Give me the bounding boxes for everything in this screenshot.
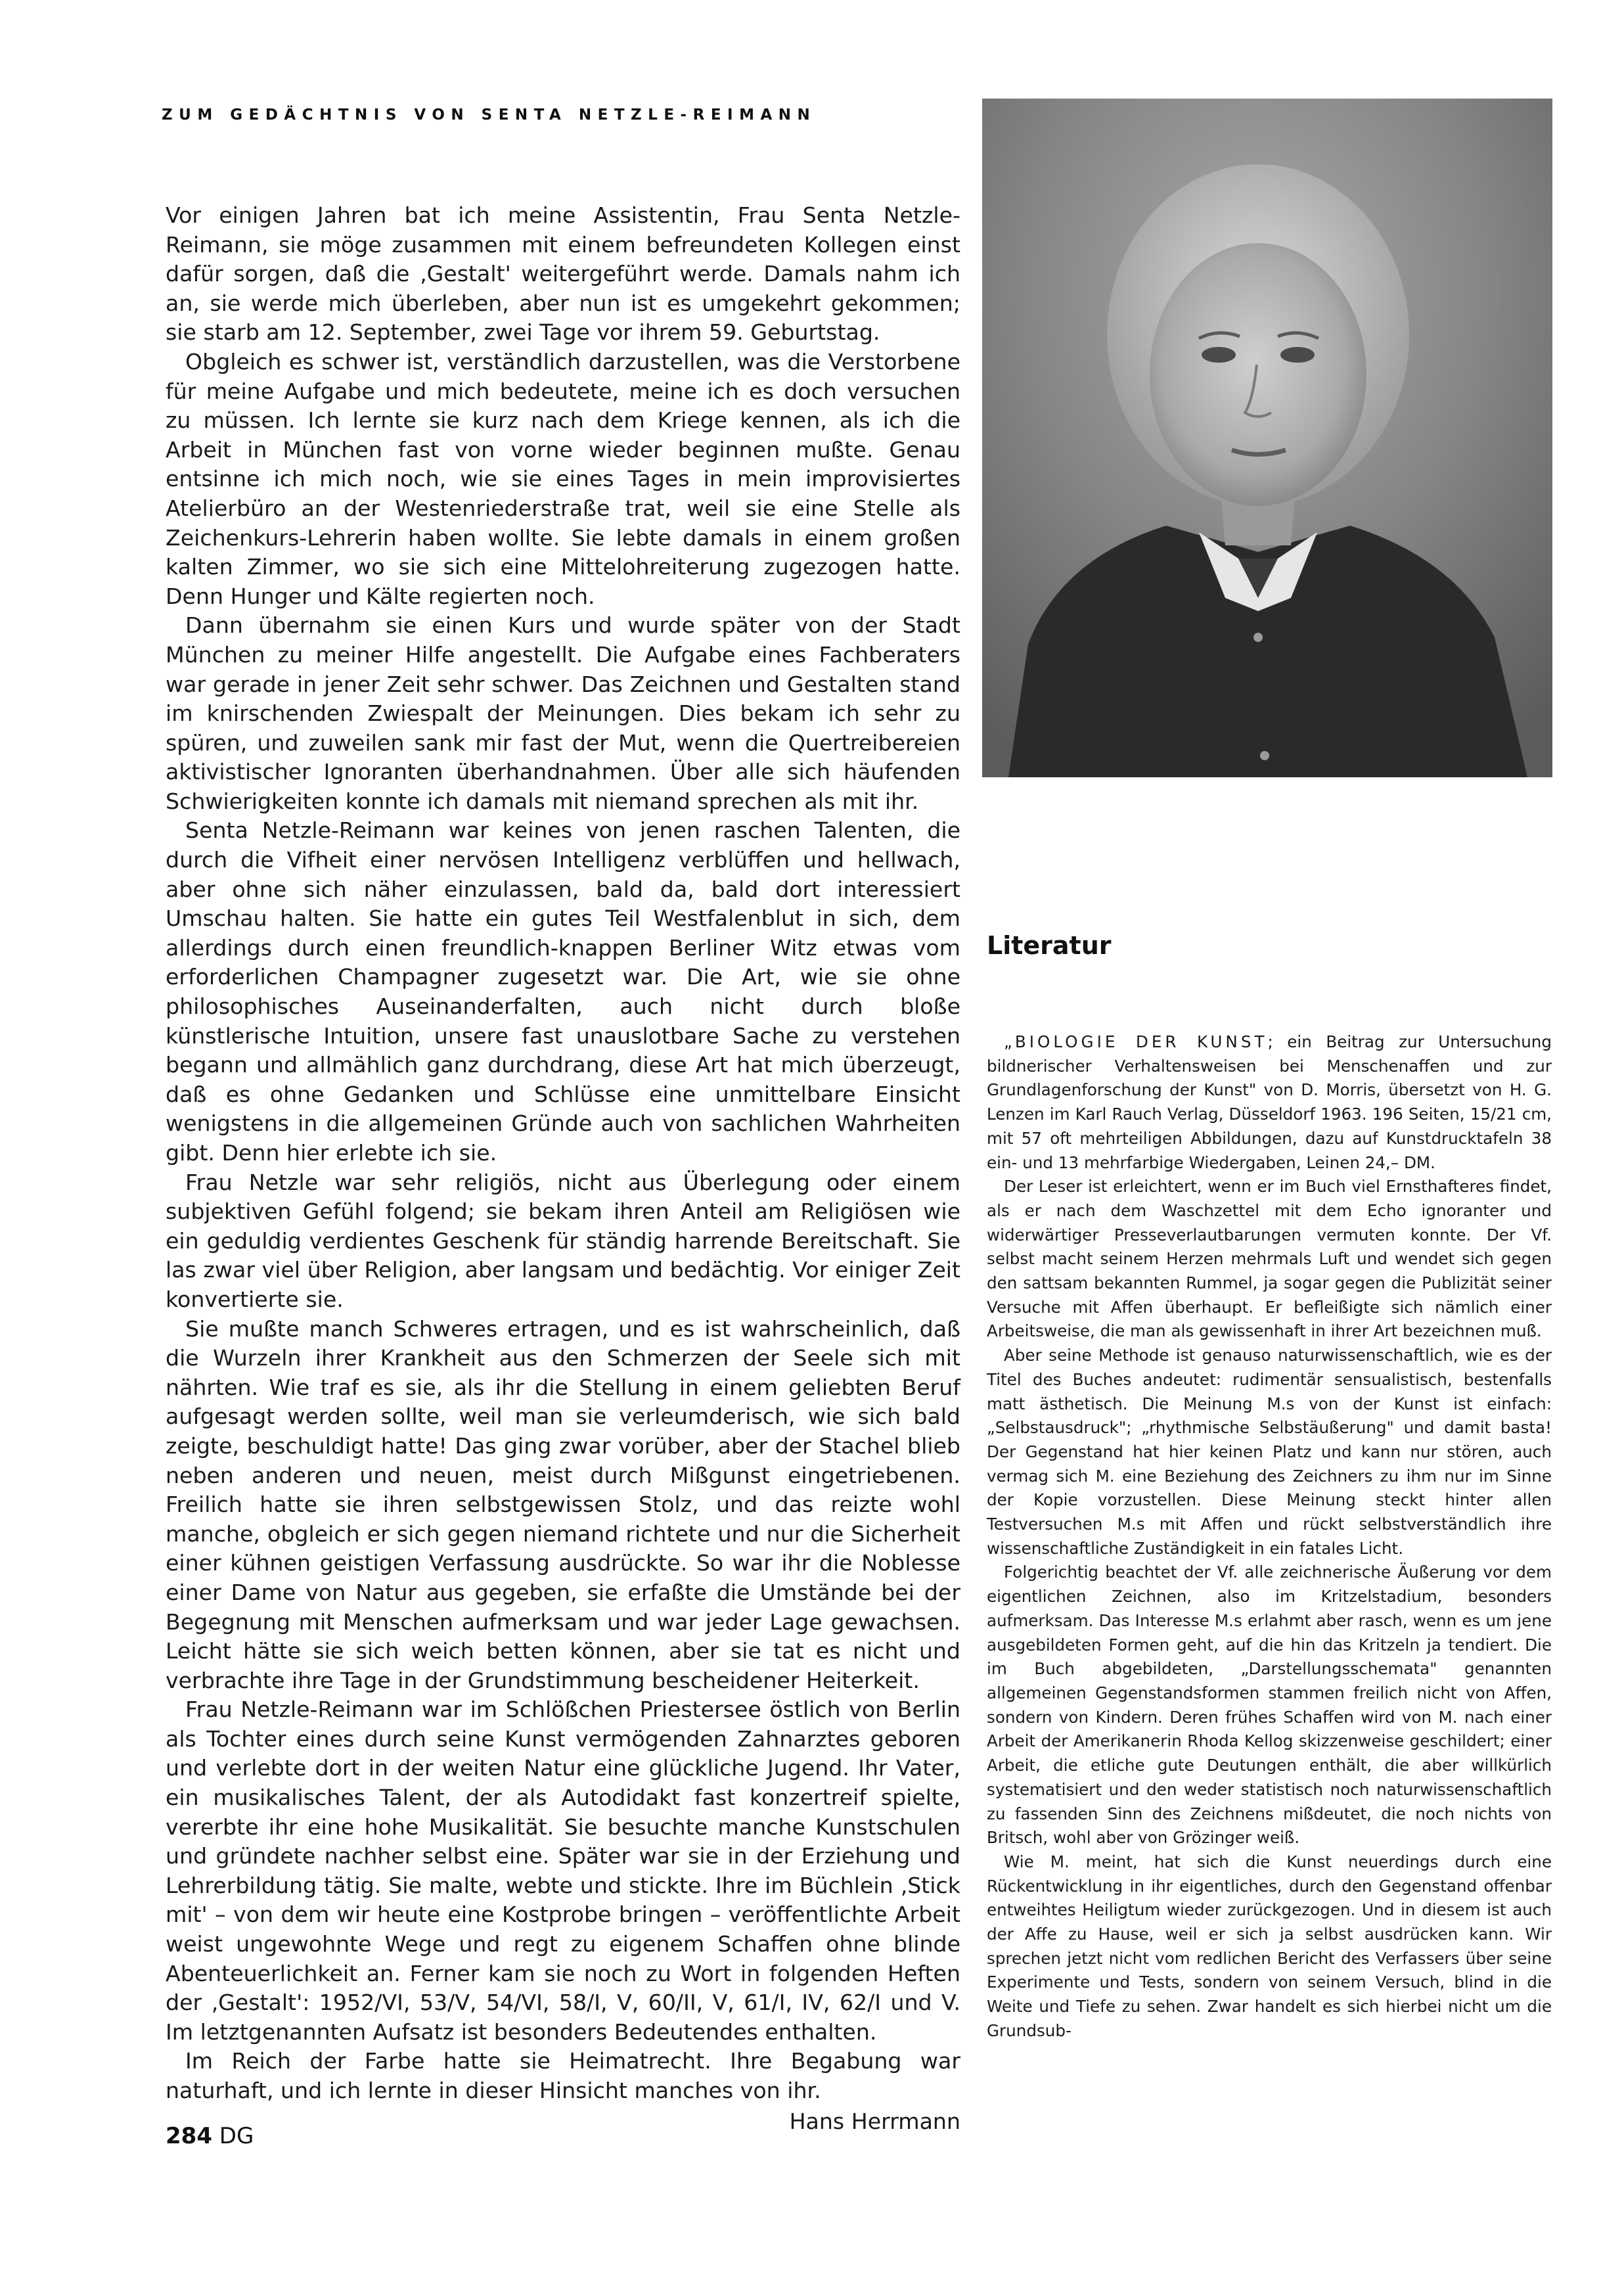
review-paragraph: Wie M. meint, hat sich die Kunst neuerdings durch eine Rückentwicklung in ihr eigentliches, durch den Gegenstand offenbar entweihtes Heiligtum wieder zurückgezogen. Und in diesem ist auch der Affe zu Hause, weil er sich ja selbst ausdrücken kann. Wir sprechen jetzt nicht vom redlichen Bericht des Verfassers über seine Experimente und Tests, sondern von seinem Versuch, blind in die Weite und Tiefe zu sehen. Zwar handelt es sich hierbei nicht um die Grundsub-	[987, 1852, 1552, 2040]
article-paragraph: Vor einigen Jahren bat ich meine Assistentin, Frau Senta Netzle-Reimann, sie möge zusammen mit einem befreundeten Kollegen einst dafür sorgen, daß die ‚Gestalt' weitergeführt werde. Damals nahm ich an, sie werde mich überleben, aber nun ist es umgekehrt gekommen; sie starb am 12. September, zwei Tage vor ihrem 59. Geburtstag.	[166, 202, 960, 346]
review-citation	[987, 1030, 1552, 1175]
article-paragraph: Im Reich der Farbe hatte sie Heimatrecht. Ihre Begabung war naturhaft, und ich lernte in dieser Hinsicht manches von ihr.	[166, 2048, 960, 2103]
memorial-article	[166, 201, 960, 2136]
author-signature: Hans Herrmann	[789, 2108, 960, 2134]
article-paragraph: Frau Netzle-Reimann war im Schlößchen Priestersee östlich von Berlin als Tochter eines durch seine Kunst vermögenden Zahnarztes geboren und verlebte dort in der weiten Natur eine glückliche Jugend. Ihr Vater, ein musikalisches Talent, der als Autodidakt fast konzertreif spielte, vererbte ihr eine hohe Musikalität. Sie besuchte manche Kunstschulen und gründete nachher selbst eine. Später war sie in der Erziehung und Lehrerbildung tätig. Sie malte, webte und stickte. Ihre im Büchlein ‚Stick mit' – von dem wir heute eine Kostprobe bringen – veröffentlichte Arbeit weist ungewohnte Wege und regt zu eigenem Schaffen ohne blinde Abenteuerlichkeit an. Ferner kam sie noch zu Wort in folgenden Heften der ‚Gestalt': 1952/VI, 53/V, 54/VI, 58/I, V, 60/II, V, 61/I, IV, 62/I und V. Im letztgenannten Aufsatz ist besonders Bedeutendes enthalten.	[166, 1697, 960, 2045]
journal-abbreviation: DG	[219, 2123, 254, 2149]
review-paragraph: Der Leser ist erleichtert, wenn er im Buch viel Ernsthafteres findet, als er nach dem Waschzettel mit dem Echo ignoranter und widerwärtiger Presseverlautbarungen vermuten konnte. Der Vf. selbst macht seinem Herzen mehrmals Luft und wendet sich gegen den sattsam bekannten Rummel, ja sogar gegen die Publizität seiner Versuche mit Affen überhaupt. Er befleißigte sich nämlich einer Arbeitsweise, die man als gewissenhaft in ihrer Art bezeichnen muß.	[987, 1177, 1552, 1341]
portrait-photo	[982, 99, 1552, 777]
portrait-illustration	[982, 99, 1552, 777]
page-number: 284	[166, 2123, 212, 2149]
book-details: ; ein Beitrag zur Untersuchung bildnerischer Verhaltensweisen bei Menschenaffen und zur Grundlagenforschung der Kunst" von D. Morris, übersetzt von H. G. Lenzen im Karl Rauch Verlag, Düsseldorf 1963. 196 Seiten, 15/21 cm, mit 57 oft mehrteiligen Abbildungen, dazu auf Kunstdrucktafeln 38 ein- und 13 mehrfarbige Wiedergaben, Leinen 24,– DM.	[987, 1032, 1552, 1172]
article-paragraph: Frau Netzle war sehr religiös, nicht aus Überlegung oder einem subjektiven Gefühl folgend; sie bekam ihren Anteil am Religiösen wie ein geduldig verdientes Geschenk für ständig harrende Bereitschaft. Sie las zwar viel über Religion, aber langsam und bedächtig. Vor einiger Zeit konvertierte sie.	[166, 1169, 960, 1312]
article-paragraph: Senta Netzle-Reimann war keines von jenen raschen Talenten, die durch die Vifheit einer nervösen Intelligenz verblüffen und hellwach, aber ohne sich näher einzulassen, bald da, bald dort interessiert Umschau halten. Sie hatte ein gutes Teil Westfalenblut in sich, dem allerdings durch einen freundlich-knappen Berliner Witz etwas vom erforderlichen Champagner zugesetzt war. Die Art, wie sie ohne philosophisches Auseinanderfalten, auch nicht durch bloße künstlerische Intuition, unsere fast unauslotbare Sache zu verstehen begann und allmählich ganz durchdrang, diese Art hat mich überzeugt, daß es ohne Gedanken und Schlüsse eine unmittelbare Einsicht wenigstens in die allgemeinen Gründe auch von sachlichen Wahrheiten gibt. Denn hier erlebte ich sie.	[166, 817, 960, 1166]
article-paragraph: Obgleich es schwer ist, verständlich darzustellen, was die Verstorbene für meine Aufgabe und mich bedeutete, meine ich es doch versuchen zu müssen. Ich lernte sie kurz nach dem Kriege kennen, als ich die Arbeit in München fast von vorne wieder beginnen mußte. Genau entsinne ich mich noch, wie sie eines Tages in mein improvisiertes Atelierbüro an der Westenriederstraße trat, weil sie eine Stelle als Zeichenkurs-Lehrerin haben wollte. Sie lebte damals in einem großen kalten Zimmer, wo sie sich eine Mittelohreiterung zugezogen hatte. Denn Hunger und Kälte regierten noch.	[166, 348, 960, 609]
article-paragraph: Dann übernahm sie einen Kurs und wurde später von der Stadt München zu meiner Hilfe angestellt. Die Aufgabe eines Fachberaters war gerade in jener Zeit sehr schwer. Das Zeichnen und Gestalten stand im knirschenden Zwiespalt der Meinungen. Dies bekam ich sehr zu spüren, und zuweilen sank mir fast der Mut, wenn die Quertreibereien aktivistischer Ignoranten überhandnahmen. Über alle sich häufenden Schwierigkeiten konnte ich damals mit niemand sprechen als mit ihr.	[166, 612, 960, 814]
article-header: ZUM GEDÄCHTNIS VON SENTA NETZLE-REIMANN	[162, 106, 817, 124]
review-paragraph: Folgerichtig beachtet der Vf. alle zeichnerische Äußerung vor dem eigentlichen Zeichnen, also im Kritzelstadium, besonders aufmerksam. Das Interesse M.s erlahmt aber rasch, wenn es um jene ausgebildeten Formen geht, auf die hin das Kritzeln ja tendiert. Die im Buch abgebildeten, „Darstellungsschemata" genannten allgemeinen Gegenstandsformen stammen freilich nicht von Affen, sondern von Kindern. Deren frühes Schaffen wird von M. nach einer Arbeit der Amerikanerin Rhoda Kellog skizzenweise geschildert; einer Arbeit, die etliche gute Deutungen enthält, die aber willkürlich systematisiert und den weder statistisch noch naturwissenschaftlich zu fassenden Sinn des Zeichnens mißdeutet, die noch nichts von Britsch, wohl aber von Grözinger weiß.	[987, 1562, 1552, 1848]
review-paragraph: Aber seine Methode ist genauso naturwissenschaftlich, wie es der Titel des Buches andeutet: rudimentär sensualistisch, bestenfalls matt ästhetisch. Die Meinung M.s von der Kunst ist einfach: „Selbstausdruck"; „rhythmische Selbstäußerung" und damit basta! Der Gegenstand hat hier keinen Platz und kann nur stören, auch vermag sich M. eine Beziehung des Zeichners zu ihm nur im Sinne der Kopie vorzustellen. Diese Meinung steckt hinter allen Testversuchen M.s mit Affen und rückt selbstverständlich ihre wissenschaftliche Zuständigkeit in ein fatales Licht.	[987, 1346, 1552, 1558]
article-paragraph: Sie mußte manch Schweres ertragen, und es ist wahrscheinlich, daß die Wurzeln ihrer Krankheit aus den Schmerzen der Seele sich mit nährten. Wie traf es sie, als ihr die Stellung in einem geliebten Beruf aufgesagt werden sollte, weil man sie verleumderisch, wie sich bald zeigte, beschuldigt hatte! Das ging zwar vorüber, aber der Stachel blieb neben anderen und neuen, meist durch Mißgunst eingetriebenen. Freilich hatte sie ihren selbstgewissen Stolz, und das reizte wohl manche, obgleich er sich gegen niemand richtete und nur die Sicherheit einer kühnen geistigen Verfassung ausdrückte. So war ihr die Noblesse einer Dame von Natur aus gegeben, sie erfaßte die Umstände bei der Begegnung mit Menschen aufmerksam und war jeder Lage gewachsen. Leicht hätte sie sich weich betten können, aber sie tat es nicht und verbrachte ihre Tage in der Grundstimmung bescheidener Heiterkeit.	[166, 1315, 960, 1693]
book-review	[987, 1030, 1552, 2043]
book-title: „BIOLOGIE DER KUNST	[1004, 1032, 1268, 1051]
literatur-heading: Literatur	[987, 931, 1112, 960]
page-footer	[166, 2123, 254, 2149]
